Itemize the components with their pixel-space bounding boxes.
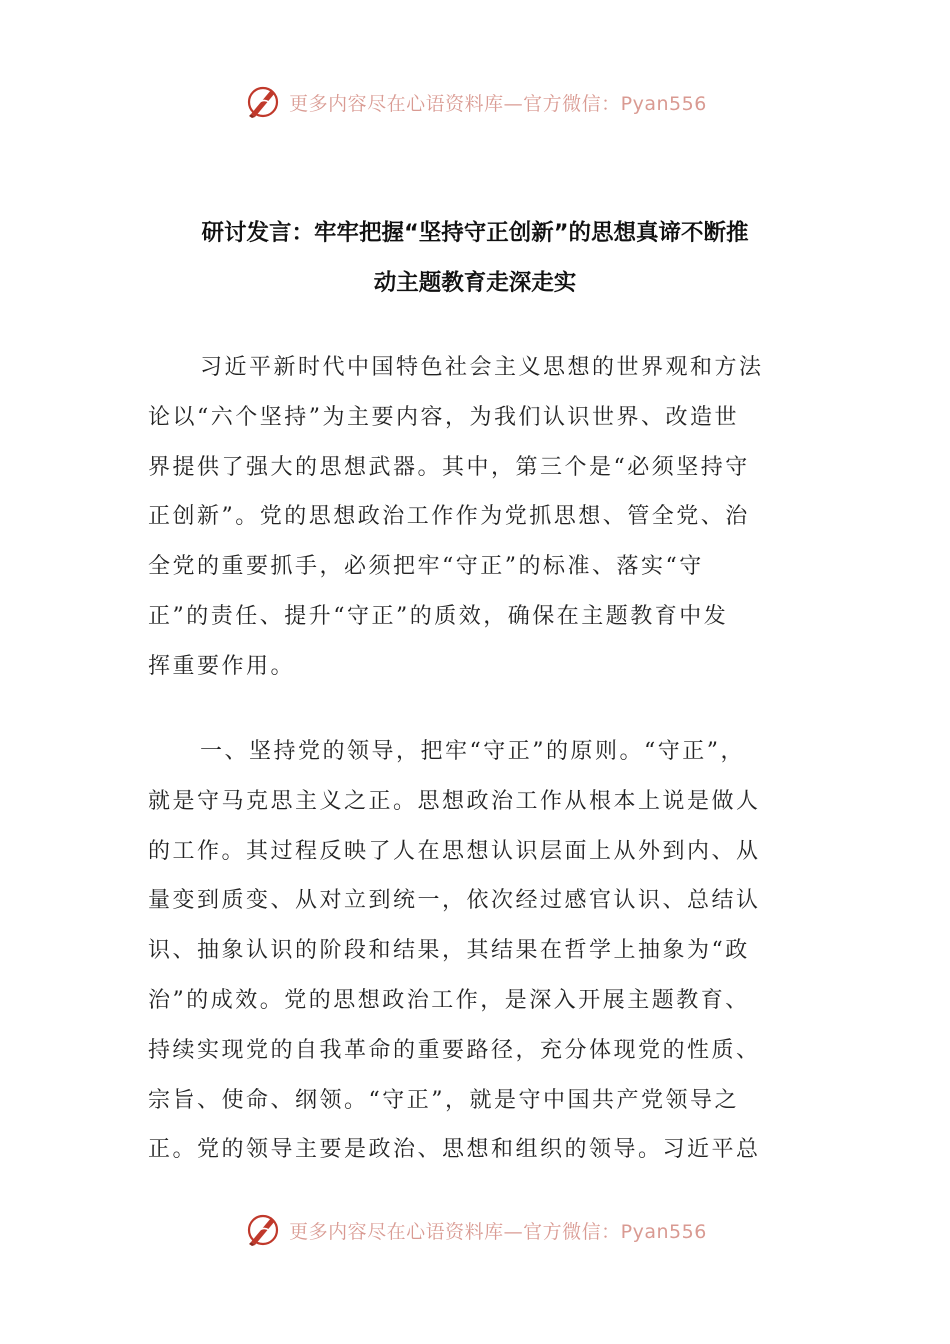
title-line-1: 研讨发言：牢牢把握“坚持守正创新”的思想真谛不断推 xyxy=(201,220,749,246)
text-line: 全党的重要抓手，必须把牢“守正”的标准、落实“守 xyxy=(148,554,704,580)
text-line: 宗旨、使命、纲领。“守正”，就是守中国共产党领导之 xyxy=(148,1087,739,1113)
watermark-wechat-id: Pyan556 xyxy=(620,92,707,115)
text-line: 习近平新时代中国特色社会主义思想的世界观和方法 xyxy=(200,355,764,380)
text-line: 正创新”。党的思想政治工作作为党抓思想、管全党、治 xyxy=(148,504,750,530)
text-line: 一、坚持党的领导，把牢“守正”的原则。“守正”， xyxy=(200,739,745,764)
text-line: 持续实现党的自我革命的重要路径，充分体现党的性质、 xyxy=(148,1037,761,1063)
text-line: 正”的责任、提升“守正”的质效，确保在主题教育中发 xyxy=(148,603,729,629)
text-line: 挥重要作用。 xyxy=(148,653,296,679)
text-line: 的工作。其过程反映了人在思想认识层面上从外到内、从 xyxy=(148,838,761,864)
text-line: 量变到质变、从对立到统一，依次经过感官认识、总结认 xyxy=(148,888,761,914)
watermark-text: 更多内容尽在心语资料库—官方微信： xyxy=(289,1220,621,1243)
document-title xyxy=(140,208,810,308)
text-line: 正。党的领导主要是政治、思想和组织的领导。习近平总 xyxy=(148,1137,761,1163)
title-line-2: 动主题教育走深走实 xyxy=(373,270,577,296)
text-line: 就是守马克思主义之正。思想政治工作从根本上说是做人 xyxy=(148,788,761,814)
paragraph-section-one xyxy=(148,727,808,1175)
watermark-text: 更多内容尽在心语资料库—官方微信： xyxy=(289,92,621,115)
header-watermark xyxy=(0,80,950,124)
paragraph-intro xyxy=(148,343,808,692)
text-line: 识、抽象认识的阶段和结果，其结果在哲学上抽象为“政 xyxy=(148,938,750,964)
watermark-wechat-id: Pyan556 xyxy=(620,1220,707,1243)
pen-circle-icon xyxy=(243,82,283,122)
text-line: 治”的成效。党的思想政治工作，是深入开展主题教育、 xyxy=(148,987,750,1013)
text-line: 论以“六个坚持”为主要内容，为我们认识世界、改造世 xyxy=(148,404,739,430)
footer-watermark xyxy=(0,1208,950,1252)
text-line: 界提供了强大的思想武器。其中，第三个是“必须坚持守 xyxy=(148,454,750,480)
pen-circle-icon xyxy=(243,1210,283,1250)
